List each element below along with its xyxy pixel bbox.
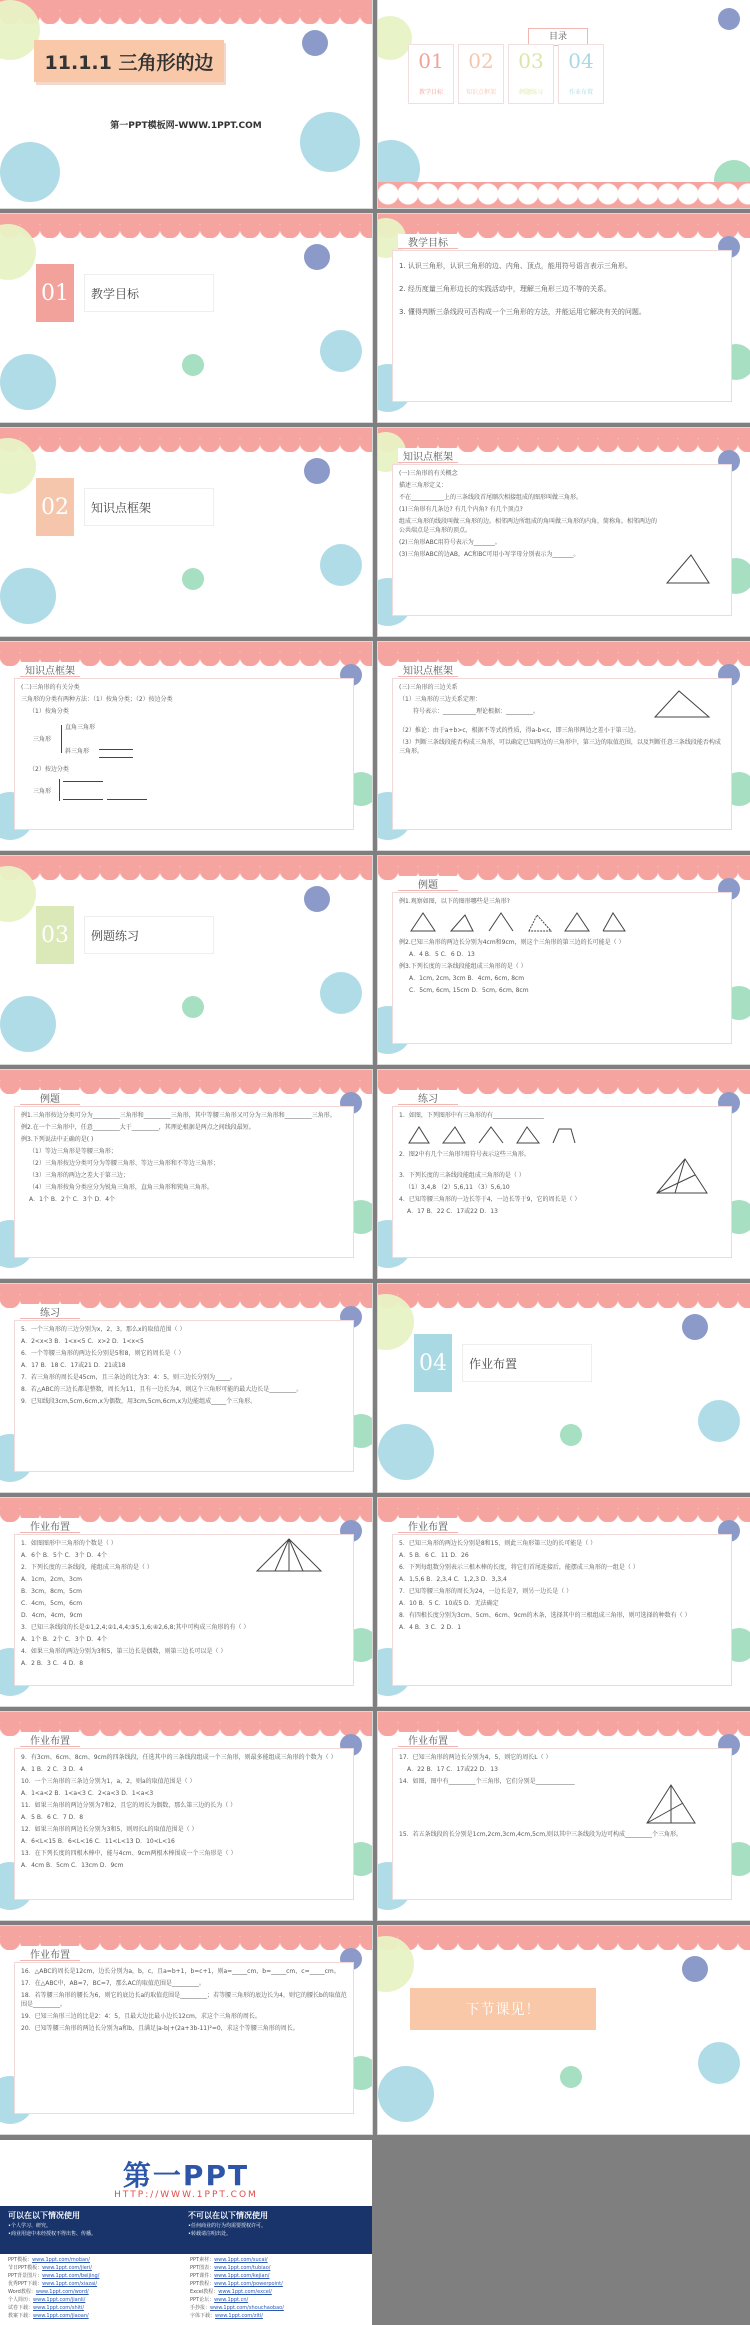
slide-header: 练习 [398,1090,458,1105]
text-line: （1）3,4,8 （2）5,6,11 （3）5,6,10 [405,1184,510,1191]
text-line: 9．有3cm、6cm、8cm、9cm的四条线段，任选其中的三条线段组成一个三角形，则最多能组成三角形的个数为（ ） [21,1754,337,1761]
decor-circle [698,1400,740,1442]
slide-12[interactable] [378,1070,750,1278]
decor-circle [560,1424,582,1446]
decor-circle [682,1314,708,1340]
toc-number: 01 [418,49,444,73]
content-panel [392,678,732,830]
text-line: 符号表示：___________理论根据：_________。 [413,708,540,715]
decor-circle [718,8,740,30]
section-number: 02 [36,478,74,536]
slide-9[interactable] [0,856,372,1064]
text-line: A．17 B．18 C．17或21 D．21或18 [21,1362,126,1369]
text-line: A．2<x<3 B．1<x<5 C．x>2 D．1<x<5 [21,1338,144,1345]
slide-header: 知识点框架 [398,662,458,677]
triangle-options-figure [399,909,719,935]
text-line: （4）三角形按角分类应分为锐角三角形，直角三角形和钝角三角形。 [29,1184,213,1191]
decor-circle [304,244,330,270]
toc-label: 知识点框架 [465,89,496,96]
footer-link-row[interactable]: 节日PPT模板：www.1ppt.com/jieri/ [8,2265,92,2271]
text-line: A．1cm，2cm，3cm [21,1576,82,1583]
footer-link-row[interactable]: PPT图表：www.1ppt.com/tubiao/ [190,2265,271,2271]
scallop-border [0,214,372,238]
text-line: 1．如图图形中三角形的个数是（ ） [21,1540,117,1547]
slide-17[interactable] [0,1712,372,1920]
objective-3: 3. 懂得判断三条线段可否构成一个三角形的方法，并能运用它解决有关的问题。 [399,308,646,316]
text-line: 组成三角形的线段叫做三角形的边。相邻两边所组成的角叫做三角形的内角，简称角。相邻两边的公共端点是三角形的顶点。 [399,518,658,534]
slide-title: 11.1.1 三角形的边 [34,40,224,82]
text-line: （2）推论：由于a+b>c，根据不等式的性质，得a-b<c，即三角形两边之差小于第三边。 [399,727,640,734]
footer-link-row[interactable]: 手抄报：www.1ppt.com/shouchaobao/ [190,2305,284,2311]
section-number: 04 [414,1334,452,1392]
slide-header: 教学目标 [398,234,458,249]
decor-circle [302,30,328,56]
text-line: A．22 B．17 C．17或22 D．13 [407,1766,498,1773]
text-line: 3．已知三条线段的长是①1,2,4;②1,4,4;③5,1,6;④2,6,8;其中可构成三角形的有（ ） [21,1624,250,1631]
decor-circle [320,330,362,372]
decor-circle [182,568,204,590]
decor-circle [320,544,362,586]
slide-5[interactable] [0,428,372,636]
text-line: （1）等边三角形是等腰三角形； [29,1148,117,1155]
scallop-border [378,1284,750,1308]
slide-header: 练习 [20,1304,80,1319]
toc-item-4[interactable] [558,44,604,104]
text-line: 8．有四根长度分别为3cm、5cm、6cm、9cm的木条，选择其中的三根组成三角形，则可选择的种数有（ ） [399,1612,691,1619]
triangle-figure [663,553,713,587]
text-line: 例1.三角形按边分类可分为_________三角形和_________三角形，其中等腰三角形又可分为三角形和_________三角形。 [21,1112,336,1119]
text-line: 例1.观察如图，以下的图形哪些是三角形? [399,898,510,905]
text-line: 三角形 [33,736,52,743]
slide-header: 知识点框架 [398,448,458,463]
text-line: 2．图2中有几个三角形?用符号表示这些三角形。 [399,1151,530,1158]
slide-10[interactable] [378,856,750,1064]
decor-circle [320,972,362,1014]
slide-18[interactable] [378,1712,750,1920]
slide-header: 知识点框架 [20,662,80,677]
text-line: (一)三角形的有关概念 [399,470,458,477]
slide-6[interactable] [378,428,750,636]
text-line: 17．在△ABC中，AB=7，BC=7，那么AC的取值范围是_________。 [21,1980,205,1987]
text-line: (三)三角形的三边关系 [399,684,458,691]
footer-link-row[interactable]: PPT论坛：www.1ppt.cn/ [190,2297,249,2303]
scallop-border [378,1926,750,1950]
toc-label: 作业布置 [568,89,593,96]
footer-link-row[interactable]: 教案下载：www.1ppt.com/jiaoan/ [8,2313,89,2319]
footer-links-right [190,2256,365,2320]
objective-2: 2. 经历度量三角形边长的实践活动中，理解三角形三边不等的关系。 [399,285,611,293]
text-line: (1)三角形有几条边? 有几个内角? 有几个顶点? [399,506,523,513]
text-line: 5．一个三角形的三边分别为x，2，3，那么x的取值范围（ ） [21,1326,186,1333]
text-line: 3．下列长度的三条线段能组成三角形的是（ ） [399,1172,525,1179]
triangle-figure [643,1783,699,1827]
footer-link-row[interactable]: PPT教程：www.1ppt.com/powerpoint/ [190,2281,283,2287]
slide-14[interactable] [378,1284,750,1492]
text-line: A．5 B．6 C．7 D．8 [21,1814,84,1821]
decor-circle [698,2042,740,2084]
decor-circle [0,142,60,202]
footer-link-row[interactable]: 试卷下载：www.1ppt.com/shiti/ [8,2305,85,2311]
brand-logo: 第一PPT [122,2159,250,2192]
usage-bar [0,2206,372,2254]
toc-header: 目录 [528,28,588,46]
footer-link-row[interactable]: PPT背景图片：www.1ppt.com/beijing/ [8,2273,100,2279]
footer-link-row[interactable]: PPT模板：www.1ppt.com/moban/ [8,2257,90,2263]
text-line: 13．在下列长度的四根木棒中，能与4cm、9cm两根木棒围成一个三角形是（ ） [21,1850,237,1857]
scallop-border [378,182,750,208]
section-label: 教学目标 [84,274,214,312]
text-line: 19．已知三角形三边的比是2：4：5，且最大边比最小边长12cm，求这个三角形的周长。 [21,2013,261,2020]
section-label: 知识点框架 [84,488,214,526]
footer-link-row[interactable]: 个人简历：www.1ppt.com/jianli/ [8,2297,86,2303]
footer-link-row[interactable]: PPT课件：www.1ppt.com/kejian/ [190,2273,270,2279]
slide-header: 作业布置 [398,1518,458,1533]
brand-url[interactable]: HTTP://WWW.1PPT.COM [114,2190,258,2200]
content-panel [392,464,732,616]
decor-circle [682,1956,708,1982]
closing-title: 下节课见！ [410,1988,596,2030]
slide-header: 例题 [398,876,458,891]
text-line: 12．如果三角形的两边长分别为3和5，则周长L的取值范围是（ ） [21,1826,198,1833]
triangle-figure [255,1537,325,1573]
toc-item-3[interactable] [508,44,554,104]
slide-15[interactable] [0,1498,372,1706]
content-panel [392,892,732,1044]
text-line: 4．如果三角形的两边分别为3和5，第三边长是偶数，则第三边长可以是（ ） [21,1648,227,1655]
slide-3[interactable] [0,214,372,422]
decor-circle [378,2066,434,2122]
slide-8[interactable] [378,642,750,850]
text-line: 18．若等腰三角形的腰长为6，则它的底边长a的取值范围是_________；若等腰三角形的底边长为4，则它的腰长b的取值范围是_________。 [21,1992,347,2008]
content-panel [392,1748,732,1900]
text-line: 4．已知等腰三角形的一边长等于4，一边长等于9，它的周长是（ ） [399,1196,581,1203]
text-line: （3）三角形的两边之差大于第三边； [29,1172,129,1179]
section-number: 03 [36,906,74,964]
text-line: A．2 B．3 C．4 D．8 [21,1660,84,1667]
footer-link-row[interactable]: Word教程：www.1ppt.com/word/ [8,2289,89,2295]
text-line: A．17 B．22 C．17或22 D．13 [407,1208,498,1215]
toc-label: 教学目标 [418,89,443,96]
text-line: A．1,5,6 B．2,3,4 C．1,2,3 D．3,3,4 [399,1576,507,1583]
text-line: A．10 B．5 C．10或5 D．无法确定 [399,1600,499,1607]
section-number: 01 [36,264,74,322]
slide-19[interactable] [0,1926,372,2134]
toc-item-1[interactable] [408,44,454,104]
text-line: 直角三角形 [65,724,96,731]
toc-number: 03 [518,49,544,73]
triangle-figure [653,687,713,721]
text-line: (2)三角形ABC用符号表示为_______。 [399,539,501,546]
text-line: 不在___________上的三条线段首尾顺次相接组成的图形叫做三角形。 [399,494,583,501]
text-line: A．6<L<15 B．6<L<16 C．11<L<13 D．10<L<16 [21,1838,175,1845]
usage-denied-text: •任何商业的行为均需要授权许可。 [188,2223,266,2229]
text-line: A．4 B．3 C．2 D．1 [399,1624,462,1631]
section-label: 例题练习 [84,916,214,954]
text-line: C．4cm，5cm，6cm [21,1600,83,1607]
text-line: 7．已知等腰三角形的周长为24，一边长是7，则另一边长是（ ） [399,1588,573,1595]
usage-denied-title: 不可以在以下情况使用 [188,2211,268,2220]
text-line: A．4 B．5 C．6 D．13 [409,951,475,958]
slide-13[interactable] [0,1284,372,1492]
triangle-figure [655,1157,711,1197]
text-line: 三角形的分类有两种方法：（1）按角分类；（2）按边分类 [21,696,173,703]
text-line: 例2.在一个三角形中，任意_________大于_________，其理论根据是两点之间线段最短。 [21,1124,255,1131]
text-line: （2）按边分类 [29,766,69,773]
slide-16[interactable] [378,1498,750,1706]
text-line: A．4cm B．5cm C．13cm D．9cm [21,1862,124,1869]
decor-circle [0,568,56,624]
text-line: 三角形 [33,788,52,795]
text-line: 17．已知三角形的两边长分别为4，5，则它的周长L（ ） [399,1754,552,1761]
usage-allowed-text: •个人学习、研究。 [8,2223,51,2229]
text-line: B．3cm，8cm，5cm [21,1588,82,1595]
text-line: 6．一个等腰三角形的两边长分别是5和8，则它的周长是（ ） [21,1350,185,1357]
decor-circle [182,996,204,1018]
text-line: 例2.已知三角形的两边长分别为4cm和9cm，则这个三角形的第三边的长可能是（ ） [399,939,625,946]
slide-7[interactable] [0,642,372,850]
text-line: A．1cm, 2cm, 3cm B．4cm, 6cm, 8cm [409,975,525,982]
text-line: （1）三角形的三边关系定理： [399,696,481,703]
text-line: 7．若三角形的周长是45cm，且三条边的比为3：4：5，则三边长分别为_____。 [21,1374,237,1381]
text-line: C．5cm, 6cm, 15cm D．5cm, 6cm, 8cm [409,987,529,994]
footer-link-row[interactable]: 字体下载：www.1ppt.com/ziti/ [190,2313,263,2319]
usage-allowed-title: 可以在以下情况使用 [8,2211,80,2220]
text-line: 2．下列长度的三条线段，能组成三角形的是（ ） [21,1564,153,1571]
content-panel [14,678,354,830]
text-line: 14．如图，图中有_________个三角形，它们分别是_____________ [399,1778,575,1785]
section-label: 作业布置 [462,1344,592,1382]
text-line: （2）三角形按边分类可分为等腰三角形、等边三角形和不等边三角形； [29,1160,219,1167]
text-line: 10．一个三角形的三条边分别为1，a，2，则a的取值范围是（ ） [21,1778,196,1785]
triangle-options-figure [399,1123,599,1147]
decor-circle [0,996,56,1052]
usage-denied-text: •转载请注明出处。 [188,2231,231,2237]
footer-panel [0,2140,372,2325]
text-line: A．1 B．2 C．3 D．4 [21,1766,84,1773]
decor-circle [378,16,412,60]
slide-11[interactable] [0,1070,372,1278]
text-line: 例3.下列长度的三条线段能组成三角形的是（ ） [399,963,527,970]
slide-header: 作业布置 [20,1732,80,1747]
toc-number: 02 [468,49,494,73]
text-line: 8．若△ABC的三边长都是整数，周长为11，且有一边长为4，则这个三角形可能的最大边长是_________。 [21,1386,303,1393]
slide-2[interactable] [378,0,750,208]
text-line: (3)三角形ABC的边AB，AC和BC可用小写字母分别表示为_______。 [399,551,580,558]
slide-header: 作业布置 [20,1946,80,1961]
toc-item-2[interactable] [458,44,504,104]
slide-header: 作业布置 [398,1732,458,1747]
text-line: A．1<a<2 B．1<a<3 C．2<a<3 D．1<a<3 [21,1790,154,1797]
slide-header: 例题 [20,1090,80,1105]
scallop-border [0,428,372,452]
decor-circle [182,354,204,376]
text-line: 例3.下列说法中正确的是( ) [21,1136,94,1143]
content-panel [392,1534,732,1686]
text-line: A．5 B．6 C．11 D．26 [399,1552,469,1559]
decor-circle [304,886,330,912]
toc-number: 04 [568,49,594,73]
content-panel [14,1320,354,1472]
text-line: (二)三角形的有关分类 [21,684,80,691]
slide-header: 作业布置 [20,1518,80,1533]
text-line: 1．如图，下列图形中有三角形的有_________________ [399,1112,544,1119]
footer-link-row[interactable]: PPT素材：www.1ppt.com/sucai/ [190,2257,268,2263]
objective-1: 1. 认识三角形，认识三角形的边、内角、顶点，能用符号语言表示三角形。 [399,262,632,270]
text-line: 斜三角形 [65,748,90,755]
footer-link-row[interactable]: Excel教程：www.1ppt.com/excel/ [190,2289,272,2295]
scallop-border [0,856,372,880]
slide-1[interactable] [0,0,372,208]
usage-allowed-text: •商业用途中未经授权不得出售、传播。 [8,2231,96,2237]
content-panel [14,1106,354,1258]
text-line: A．1个 B．2个 C．3个 D．4个 [29,1196,116,1203]
content-panel [392,250,732,402]
text-line: 20．已知等腰三角形的两边长分别为a和b，且满足|a-b|+(2a+3b-11)²=0，求这个等腰三角形的周长。 [21,2025,299,2032]
text-line: 6．下列每组数分别表示三根木棒的长度，将它们首尾连接后，能摆成三角形的一组是（ ） [399,1564,639,1571]
footer-links-left [8,2256,178,2320]
content-panel [14,1962,354,2114]
decor-circle [560,2066,582,2088]
text-line: 描述三角形定义： [399,482,448,489]
text-line: D．4cm，4cm，9cm [21,1612,83,1619]
scallop-border [0,0,372,24]
text-line: 9．已知线段3cm,5cm,6cm,x为偶数，用3cm,5cm,6cm,x为边能组成_____个三角形。 [21,1398,257,1405]
classification-tree [33,719,347,765]
slide-4[interactable] [378,214,750,422]
site-label: 第一PPT模板网-WWW.1PPT.COM [110,121,262,131]
toc-label: 例题练习 [518,89,543,96]
text-line: （1）按角分类 [29,708,69,715]
text-line: 5．已知三角形的两边长分别是8和15，则此三角形第三边的长可能是（ ） [399,1540,597,1547]
footer-link-row[interactable]: 优秀PPT下载：www.1ppt.com/xiazai/ [8,2281,98,2287]
text-line: （3）判断三条线段能否构成三角形，可以确定已知两边的三角形中，第三边的取值范围，以及判断任意三条线段能否构成三角形。 [399,739,721,755]
text-line: 15．若五条线段的长分别是1cm,2cm,3cm,4cm,5cm,则以其中三条线段为边可构成_________个三角形。 [399,1831,682,1838]
slide-20[interactable] [378,1926,750,2134]
classification-tree [33,777,347,807]
text-line: 11．如果三角形的两边分别为7和2，且它的周长为偶数，那么第三边的长为（ ） [21,1802,237,1809]
text-line: 16．△ABC的周长是12cm，边长分别为a，b，c，且a=b+1，b=c+1，则a=_____cm，b=_____cm，c=_____cm。 [21,1968,340,1975]
decor-circle [0,354,56,410]
text-line: A．1个 B．2个 C．3个 D．4个 [21,1636,108,1643]
content-panel [14,1748,354,1900]
decor-circle [304,458,330,484]
text-line: A．6个 B．5个 C．3个 D．4个 [21,1552,108,1559]
content-panel [14,1534,354,1686]
content-panel [392,1106,732,1258]
decor-circle [378,1424,434,1480]
